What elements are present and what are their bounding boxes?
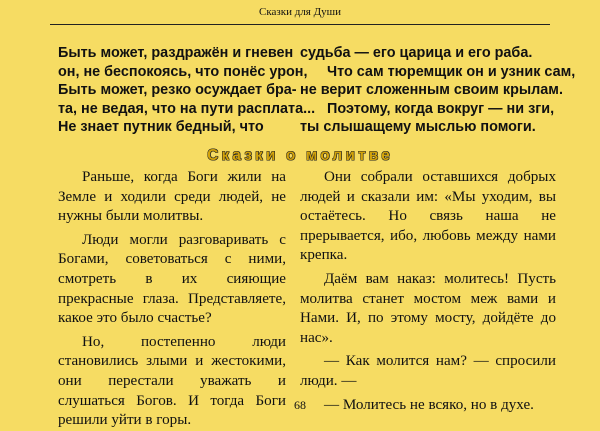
right-text-column (300, 168, 556, 415)
poem-line: та, не ведая, что на пути расплата... (58, 100, 316, 117)
paragraph: — Молитесь не всяко, но в духе. (324, 396, 534, 413)
running-header: Сказки для Души (259, 6, 341, 18)
poem-line: Быть может, раздражён и гневен (58, 45, 294, 61)
paragraph: Раньше, когда Боги жили на Земле и ходили среди людей, не нужны были молитвы. (58, 169, 286, 225)
paragraph: Но, постепенно люди становились злыми и жестокими, они перестали уважать и слушаться Богов. И тогда Боги решили уйти в горы. (58, 333, 286, 429)
poem-line: не верит сложенным своим крылам. (300, 82, 563, 98)
poem-line: судьба — его царица и его раба. (300, 45, 533, 61)
paragraph: Они собрали оставшихся добрых людей и сказали им: «Мы уходим, вы остаётесь. Но связь наша не прерывается, ибо, любовь между нами крепка. (300, 169, 556, 264)
poem-left-column (58, 44, 315, 137)
poem-right-column (300, 44, 575, 137)
poem-line: Поэтому, когда вокруг — ни зги, (327, 100, 555, 117)
section-title: Сказки о молитве (207, 147, 393, 164)
poem-line: ты слышащему мыслью помоги. (300, 119, 536, 135)
paragraph: — Как молится нам? — спросили люди. — (300, 353, 556, 389)
page-number: 68 (294, 398, 306, 412)
left-text-column (58, 168, 286, 431)
poem-line: Быть может, резко осуждает бра- (58, 82, 297, 98)
paragraph: Даём вам наказ: молитесь! Пусть молитва станет мостом меж вами и Нами. И, по этому мосту, дойдёте до нас». (300, 270, 556, 346)
poem-line: Не знает путник бедный, что (58, 119, 264, 135)
header-rule (50, 24, 550, 25)
poem-line: он, не беспокоясь, что понёс урон, (58, 63, 308, 80)
poem-line: Что сам тюремщик он и узник сам, (327, 63, 576, 80)
paragraph: Люди могли разговаривать с Богами, советоваться с ними, смотреть в их сияющие прекрасные глаза. Представляете, какое это было счастье? (58, 231, 286, 327)
